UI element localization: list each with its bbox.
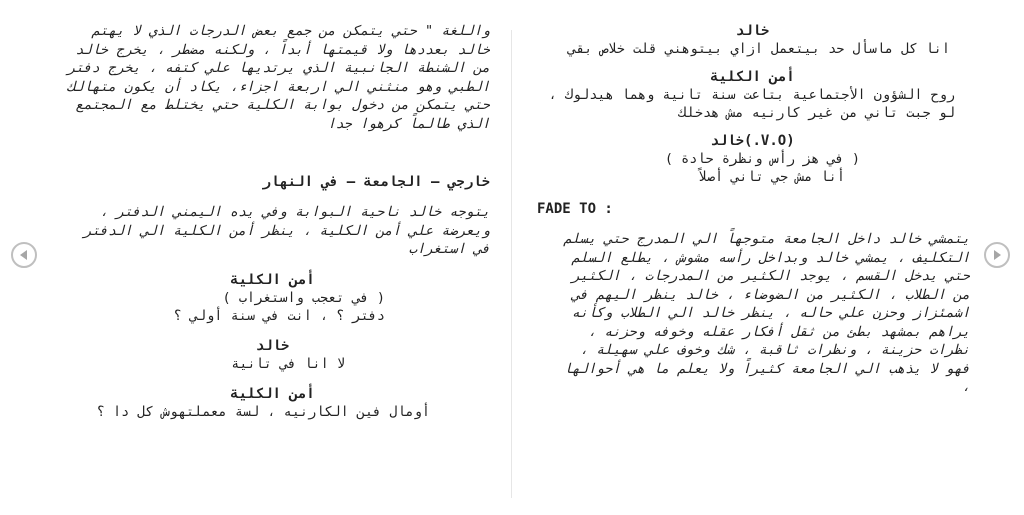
character-name: أمن الكلية: [230, 385, 315, 402]
dialogue: انا كل ماسأل حد بيتعمل ازاي بيتوهني قلت خلاص بقي: [567, 41, 950, 57]
triangle-left-icon: [18, 249, 30, 261]
transition: FADE TO :: [537, 201, 613, 217]
character-name: أمن الكلية: [230, 271, 315, 288]
character-name: خالد: [735, 23, 770, 39]
dialogue: أنا مش جي تاني أصلاً: [698, 169, 845, 185]
triangle-right-icon: [991, 249, 1003, 261]
page-divider: [511, 30, 512, 498]
dialogue: روح الشؤون الأجتماعية بتاعت سنة تانية وهما هيدلوك ، لو جبت تاني من غير كارنيه مش هدخلك: [548, 87, 955, 121]
dialogue: دفتر ؟ ، انت في سنة أولي ؟: [173, 307, 385, 324]
right-page: [535, 22, 970, 500]
character-name: (V.O.)خالد: [710, 133, 795, 149]
action-text: يتمشي خالد داخل الجامعة متوجهاً الي المدرج حتي يسلم التكليف ، يمشي خالد وبداخل رأسه مشوش ، يطلع السلم حتي يدخل القسم ، يوجد الكثير من المدرجات ، الكثير من الطلاب ، الكثير من الضوضاء ، خالد ينظر اليهم في اشمئزاز وحزن علي حاله ، ينظر خالد الي الطلاب وكأنه يراهم بمشهد بطئ من ثقل أفكار عقله وخوفه وحزنه ، نظرات حزينة ، ونظرات ثاقبة ، شك وخوف علي سهيلة ، فهو لا يذهب الي الجامعة كثيراً ولا يعلم ما هي أحوالها ،: [563, 231, 970, 395]
previous-page-button[interactable]: [11, 242, 37, 268]
dialogue: أومال فين الكارنيه ، لسة معملتهوش كل دا ؟: [96, 403, 430, 420]
left-page: [55, 22, 490, 500]
character-name: خالد: [255, 337, 290, 354]
scene-heading: خارجي – الجامعة – في النهار: [262, 174, 490, 190]
action-text: واللغة " حتي يتمكن من جمع بعض الدرجات الذي لا يهتم خالد بعددها ولا قيمتها أبداً ، ولكنه مضطر ، يخرج خالد من الشنطة الجانبية الذي يرتديها علي كتفه ، يخرج دفتر الطبي وهو منثني الي اربعة اجزاء، يكاد أن يكون متهالك حتي يتمكن من دخول بوابة الكلية حتي يختلط مع المجتمع الذي طالماً كرهوا جدا: [67, 23, 490, 132]
action-text: يتوجه خالد ناحية البوابة وفي يده اليمني الدفتر ، ويعرضة علي أمن الكلية ، ينظر أمن الكلية الي الدفتر في استغراب: [83, 204, 490, 257]
parenthetical: ( في تعجب واستغراب ): [222, 289, 385, 306]
next-page-button[interactable]: [984, 242, 1010, 268]
character-name: أمن الكلية: [710, 69, 795, 85]
dialogue: لا انا في تانية: [231, 355, 345, 372]
parenthetical: ( في هز رأس ونظرة حادة ): [664, 151, 860, 167]
